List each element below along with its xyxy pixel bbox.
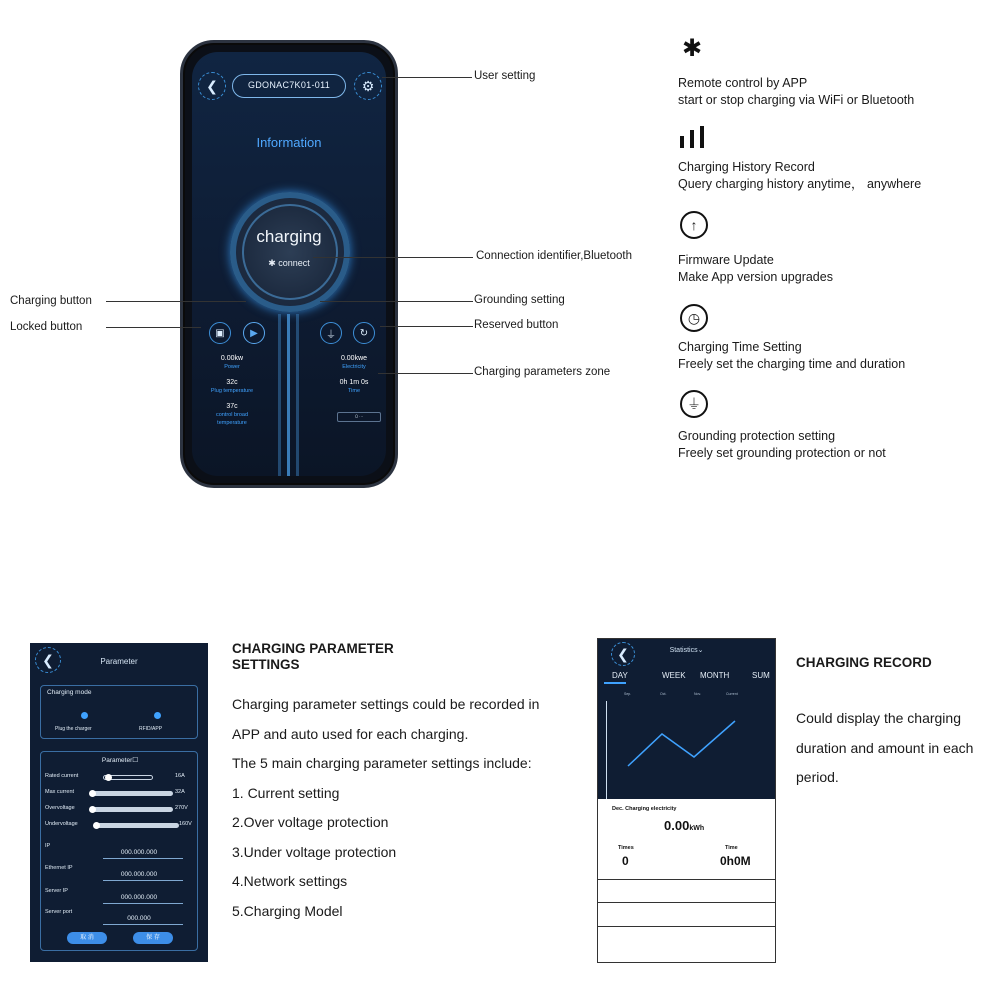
phone-mockup (180, 40, 398, 488)
callout-line (382, 77, 472, 78)
power-param: 0.00kw Power (220, 355, 244, 370)
mode-option: RFID/APP (139, 726, 163, 732)
field-underline (103, 903, 183, 904)
charging-mode-label: Charging mode (47, 689, 92, 696)
bluetooth-icon: ✱ (268, 258, 276, 268)
ground-icon: ⏚ (326, 329, 336, 341)
feature-title: Remote control by APP (678, 76, 808, 90)
times-label: Times (618, 845, 634, 851)
ethernet-ip-field[interactable]: 000.000.000 (120, 871, 158, 878)
phone-screen (192, 52, 386, 476)
field-underline (103, 858, 183, 859)
feature-desc: Make App version upgrades (678, 270, 833, 284)
month-header: Nov. (694, 692, 701, 696)
trend-line (628, 721, 735, 766)
slider-value: 270V (175, 805, 188, 811)
mode-radio-plug[interactable] (81, 712, 88, 719)
callout-line (106, 327, 201, 328)
tab-month[interactable]: MONTH (700, 671, 730, 680)
statistics-screen (597, 638, 776, 963)
parameter-screen (30, 643, 208, 962)
overvoltage-slider[interactable] (91, 807, 173, 812)
tab-day[interactable]: DAY (612, 671, 628, 680)
feature-title: Charging History Record (678, 160, 815, 174)
locked-button[interactable] (209, 322, 231, 344)
cancel-button[interactable]: 取 消 (67, 932, 107, 944)
server-ip-field[interactable]: 000.000.000 (120, 894, 158, 901)
electricity-param: 0.00kwe Electricity (340, 355, 368, 370)
server-port-field[interactable]: 000.000 (127, 915, 151, 922)
callout-params-zone: Charging parameters zone (474, 366, 611, 378)
callout-line (320, 301, 473, 302)
slider-knob[interactable] (89, 806, 96, 813)
slider-value: 16A (175, 773, 185, 779)
field-underline (103, 880, 183, 881)
month-header: Sep. (624, 692, 632, 696)
row-divider (598, 926, 775, 927)
times-value: 0 (622, 854, 629, 868)
reserved-button[interactable] (353, 322, 375, 344)
callout-line (106, 301, 246, 302)
field-label: Server IP (45, 888, 68, 894)
callout-grounding: Grounding setting (474, 294, 565, 306)
time-label: Time (725, 845, 738, 851)
slider-value: 160V (179, 821, 192, 827)
parameter-panel (40, 751, 198, 951)
callout-locked-button: Locked button (10, 321, 83, 333)
connection-indicator (192, 258, 386, 269)
slider-knob[interactable] (105, 774, 112, 781)
max-current-slider[interactable] (91, 791, 173, 796)
slider-label: Max current (45, 789, 75, 795)
tab-sum[interactable]: SUM (752, 671, 770, 680)
field-label: Ethernet IP (45, 865, 73, 871)
time-value: 0h0M (720, 854, 751, 868)
slider-label: Rated current (45, 773, 79, 779)
callout-user-setting: User setting (474, 70, 536, 82)
record-heading: CHARGING RECORD (796, 655, 932, 670)
slider-knob[interactable] (89, 790, 96, 797)
feature-title: Firmware Update (678, 253, 774, 267)
gear-icon: ⚙ (361, 77, 375, 94)
electricity-label: Dec. Charging electricity (612, 806, 677, 812)
charging-status: charging (256, 227, 322, 246)
refresh-icon: ↻ (359, 327, 369, 339)
charging-button[interactable] (243, 322, 265, 344)
month-header: Current (726, 692, 738, 696)
feature-desc: Query charging history anytime， anywhere (678, 177, 922, 191)
timer-icon: ◷ (680, 304, 708, 332)
board-temp-param: 37c control broad temperature (215, 403, 249, 426)
plug-temp-param: 32c Plug temperature (210, 379, 254, 394)
back-button[interactable] (198, 72, 226, 100)
feature-title: Charging Time Setting (678, 340, 802, 354)
callout-line (380, 326, 473, 327)
mode-option: Plug the charger (55, 726, 92, 732)
feature-desc: Freely set the charging time and duration (678, 357, 906, 371)
lock-icon: ▣ (215, 327, 225, 339)
bar-chart-icon (680, 126, 710, 148)
field-label: Server port (45, 909, 73, 915)
mode-radio-rfid[interactable] (154, 712, 161, 719)
month-header: Oct. (660, 692, 667, 696)
feature-desc: start or stop charging via WiFi or Bluetooth (678, 93, 915, 107)
row-divider (598, 902, 775, 903)
device-id: GDONAC7K01-011 (232, 74, 346, 98)
parameter-title: Parameter (100, 657, 138, 666)
slider-label: Undervoltage (45, 821, 78, 827)
statistics-title: Statistics⌄ (669, 647, 704, 654)
trend-chart (598, 639, 775, 799)
ip-field[interactable]: 000.000.000 (120, 849, 158, 856)
connect-label: connect (278, 258, 310, 268)
field-label: IP (45, 843, 51, 849)
status-ring-inner (242, 204, 338, 300)
grounding-button[interactable] (320, 322, 342, 344)
row-divider (598, 879, 775, 880)
callout-connection: Connection identifier,Bluetooth (476, 250, 632, 262)
chevron-left-icon: ❮ (617, 645, 629, 662)
undervoltage-slider[interactable] (95, 823, 179, 828)
slider-label: Overvoltage (45, 805, 75, 811)
feature-desc: Freely set grounding protection or not (678, 446, 886, 460)
charging-mode-panel (40, 685, 198, 739)
field-underline (103, 924, 183, 925)
slider-knob[interactable] (93, 822, 100, 829)
mini-button[interactable]: ꄲ ··· (337, 412, 381, 422)
upload-icon: ↑ (680, 211, 708, 239)
record-body: Could display the charging duration and amount in each period. (796, 710, 974, 785)
page-title: Information (256, 135, 322, 150)
statistics-header (598, 639, 775, 799)
callout-line (313, 257, 473, 258)
tab-week[interactable]: WEEK (662, 671, 686, 680)
decor-line (278, 314, 281, 476)
bluetooth-icon: ✱ (682, 35, 703, 62)
user-setting-button[interactable] (354, 72, 382, 100)
slider-value: 32A (175, 789, 185, 795)
callout-reserved: Reserved button (474, 319, 559, 331)
feature-title: Grounding protection setting (678, 429, 836, 443)
chevron-left-icon: ❮ (206, 77, 218, 94)
chevron-left-icon: ❮ (42, 651, 54, 668)
play-icon: ▶ (250, 327, 258, 339)
electricity-value: 0.00kWh (664, 818, 705, 833)
section-body: Charging parameter settings could be recorded in APP and auto used for each charging. The 5 main charging parameter settings include: 1. Current setting 2.Over voltage protection 3.Under voltage protection 4.Network settings 5.Charging Model (232, 696, 540, 919)
save-button[interactable]: 保 存 (133, 932, 173, 944)
callout-charging-button: Charging button (10, 295, 92, 307)
ground-icon: ⏚ (680, 390, 708, 418)
decor-line (296, 314, 299, 476)
decor-line (287, 314, 290, 476)
time-param: 0h 1m 0s Time (339, 379, 369, 394)
section-heading: CHARGING PARAMETER SETTINGS (232, 641, 394, 672)
callout-line (378, 373, 473, 374)
parameter-label: Parameter☐ (101, 757, 139, 764)
